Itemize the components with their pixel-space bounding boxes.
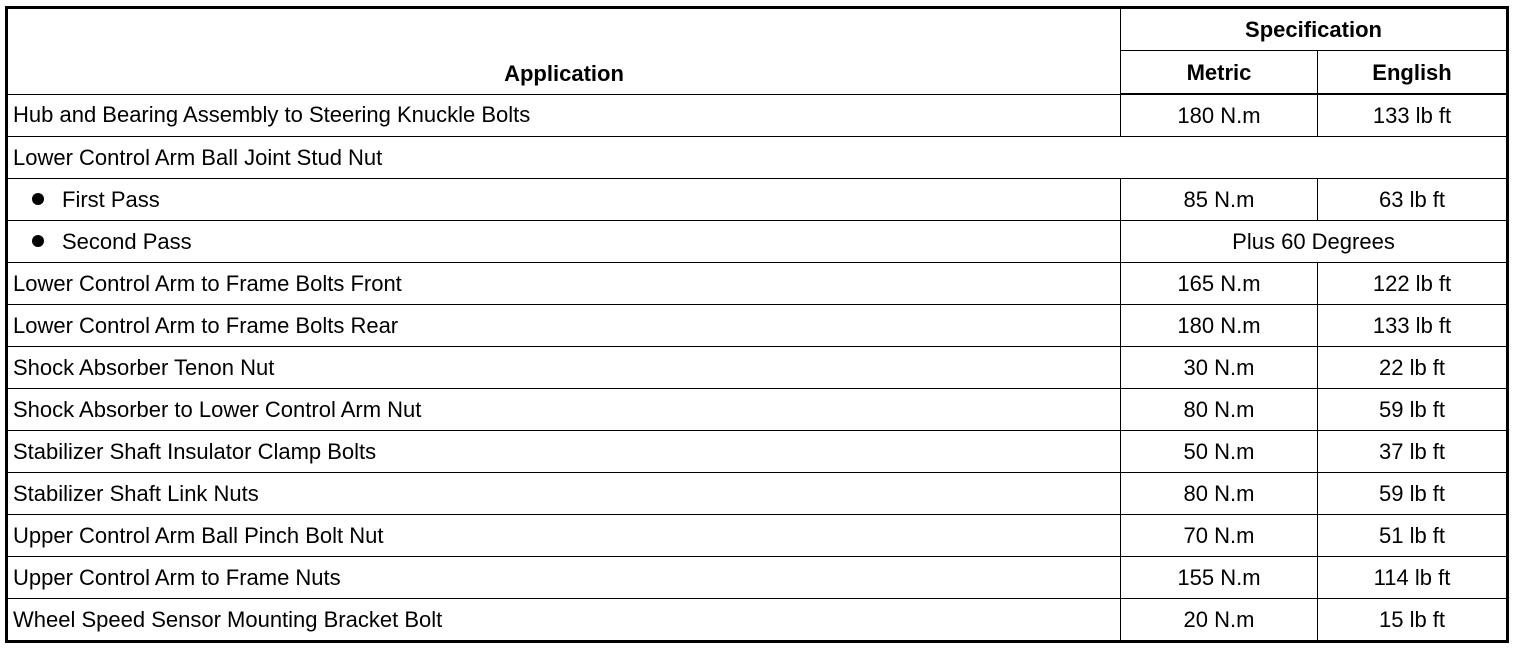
table-body — [7, 94, 1508, 642]
table-row — [7, 221, 1508, 263]
application-subitem-cell — [7, 179, 1121, 221]
metric-cell: 180 N.m — [1121, 305, 1318, 347]
application-cell: Lower Control Arm to Frame Bolts Rear — [7, 305, 1121, 347]
application-cell: Upper Control Arm to Frame Nuts — [7, 557, 1121, 599]
table-header — [7, 8, 1508, 95]
english-cell: 37 lb ft — [1318, 431, 1508, 473]
column-header-specification: Specification — [1121, 8, 1508, 51]
bullet-icon — [32, 235, 44, 247]
metric-cell: 85 N.m — [1121, 179, 1318, 221]
english-cell: 122 lb ft — [1318, 263, 1508, 305]
english-cell: 51 lb ft — [1318, 515, 1508, 557]
table-row — [7, 431, 1508, 473]
table-row — [7, 179, 1508, 221]
metric-cell: 20 N.m — [1121, 599, 1318, 642]
metric-cell: 80 N.m — [1121, 389, 1318, 431]
table-row — [7, 389, 1508, 431]
column-header-application: Application — [7, 8, 1121, 95]
application-cell: Lower Control Arm to Frame Bolts Front — [7, 263, 1121, 305]
table-row — [7, 599, 1508, 642]
metric-cell: 165 N.m — [1121, 263, 1318, 305]
metric-cell: 180 N.m — [1121, 94, 1318, 137]
english-cell: 114 lb ft — [1318, 557, 1508, 599]
application-cell: Stabilizer Shaft Link Nuts — [7, 473, 1121, 515]
application-cell: Upper Control Arm Ball Pinch Bolt Nut — [7, 515, 1121, 557]
application-subitem-label: First Pass — [62, 186, 160, 212]
header-row-top — [7, 8, 1508, 51]
application-subitem-label: Second Pass — [62, 228, 192, 254]
application-cell: Shock Absorber to Lower Control Arm Nut — [7, 389, 1121, 431]
table-row — [7, 347, 1508, 389]
table-row — [7, 473, 1508, 515]
application-subitem-cell — [7, 221, 1121, 263]
torque-specification-table — [5, 6, 1509, 643]
english-cell: 59 lb ft — [1318, 389, 1508, 431]
metric-cell: 30 N.m — [1121, 347, 1318, 389]
table-row — [7, 557, 1508, 599]
table-row — [7, 94, 1508, 137]
english-cell: 22 lb ft — [1318, 347, 1508, 389]
english-cell: 15 lb ft — [1318, 599, 1508, 642]
english-cell: 63 lb ft — [1318, 179, 1508, 221]
table-row — [7, 305, 1508, 347]
metric-cell: 155 N.m — [1121, 557, 1318, 599]
english-cell: 133 lb ft — [1318, 305, 1508, 347]
metric-cell: 50 N.m — [1121, 431, 1318, 473]
application-cell: Stabilizer Shaft Insulator Clamp Bolts — [7, 431, 1121, 473]
english-cell: 59 lb ft — [1318, 473, 1508, 515]
metric-cell: 80 N.m — [1121, 473, 1318, 515]
application-group-cell: Lower Control Arm Ball Joint Stud Nut — [7, 137, 1508, 179]
application-cell: Hub and Bearing Assembly to Steering Knuckle Bolts — [7, 94, 1121, 137]
column-header-metric: Metric — [1121, 51, 1318, 95]
column-header-english: English — [1318, 51, 1508, 95]
application-cell: Wheel Speed Sensor Mounting Bracket Bolt — [7, 599, 1121, 642]
english-cell: 133 lb ft — [1318, 94, 1508, 137]
combined-spec-cell: Plus 60 Degrees — [1121, 221, 1508, 263]
table-row — [7, 137, 1508, 179]
bullet-icon — [32, 193, 44, 205]
table-row — [7, 263, 1508, 305]
metric-cell: 70 N.m — [1121, 515, 1318, 557]
application-cell: Shock Absorber Tenon Nut — [7, 347, 1121, 389]
table-row — [7, 515, 1508, 557]
